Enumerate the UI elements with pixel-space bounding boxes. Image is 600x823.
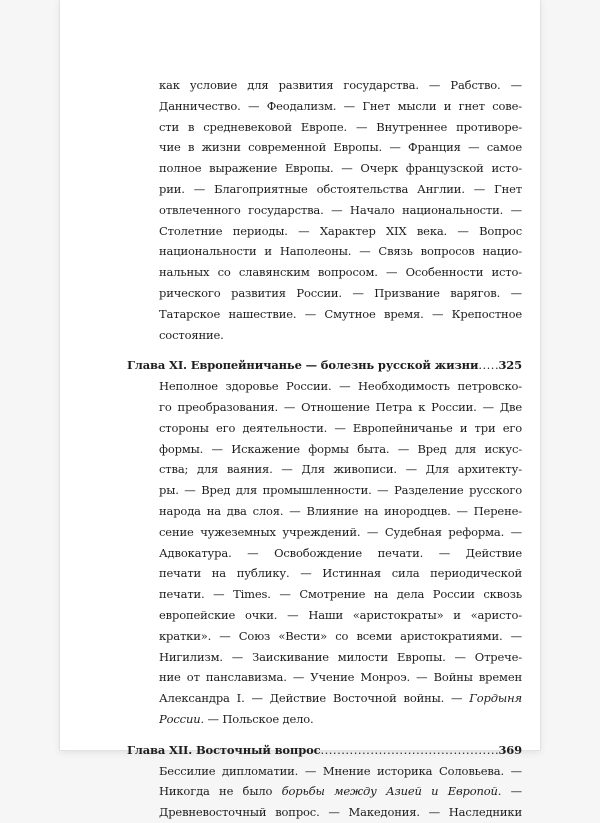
chapter-11-page-number: 325: [498, 358, 522, 373]
text-line: Столетние периоды. — Характер XIX века. — Вопрос: [159, 223, 522, 238]
text-line: Нигилизм. — Заискивание милости Европы. — Отрече-: [159, 649, 522, 664]
text-line: отвлеченного государства. — Начало национальности. —: [159, 202, 522, 217]
text-line: Адвокатура. — Освобождение печати. — Действие: [159, 545, 522, 560]
text-line: нальных со славянским вопросом. — Особенности истo-: [159, 265, 522, 280]
chapter-12-title: Глава XII. Восточный вопрос: [127, 742, 321, 757]
text-line: сти в средневековой Европе. — Внутреннее противоре-: [159, 119, 522, 134]
text-segment: Никогда не было: [159, 784, 282, 799]
text-line: стороны его деятельности. — Европейничанье и три его: [159, 420, 522, 435]
italic-text: Гордыня: [469, 691, 522, 706]
text-line: Бессилие дипломатии. — Мнение историка Соловьева. —: [159, 763, 522, 778]
text-line: состояние.: [159, 327, 224, 342]
text-line: го преобразования. — Отношение Петра к России. — Две: [159, 399, 522, 414]
chapter-12-heading[interactable]: [127, 740, 522, 761]
text-line: формы. — Искажение формы быта. — Вред для искус-: [159, 441, 522, 456]
text-line: европейские очки. — Наши «аристократы» и «аристо-: [159, 607, 522, 622]
chapter-11-summary: [130, 376, 522, 730]
text-line: чие в жизни современной Европы. — Франция — самое: [159, 140, 522, 155]
text-line: сение чужеземных учреждений. — Судебная реформа. —: [159, 524, 522, 539]
table-of-contents: [127, 75, 522, 823]
chapter-11-heading[interactable]: [127, 355, 522, 376]
text-line: народа на два слоя. — Влияние на инородцев. — Перене-: [159, 503, 522, 518]
leader-dots: [320, 740, 498, 761]
text-line: как условие для развития государства. — Рабство. —: [159, 78, 522, 92]
text-line: [159, 688, 522, 709]
text-line: Древневосточный вопрос. — Македония. — Наследники: [159, 805, 522, 820]
text-line: Данничество. — Феодализм. — Гнет мысли и гнет сове-: [159, 98, 522, 113]
text-line: ние от панславизма. — Учение Монроэ. — Войны времен: [159, 670, 522, 685]
text-line: [159, 709, 522, 730]
chapter-10-summary: [130, 75, 522, 345]
text-line: национальности и Наполеоны. — Связь вопросов нацио-: [159, 244, 522, 259]
text-line: Неполное здоровье России. — Необходимость петровско-: [159, 379, 522, 394]
text-line: рии. — Благоприятные обстоятельства Англии. — Гнет: [159, 181, 522, 196]
chapter-12-page-number: 369: [498, 742, 522, 757]
text-line: ры. — Вред для промышленности. — Разделение русского: [159, 483, 522, 498]
text-line: полное выражение Европы. — Очерк французской исто-: [159, 161, 522, 176]
text-line: Татарское нашествие. — Смутное время. — Крепостное: [159, 306, 522, 321]
text-line: печати. — Times. — Смотрение на дела России сквозь: [159, 587, 522, 602]
italic-text: России.: [159, 711, 204, 726]
italic-text: борьбы между Азией и Европой: [281, 784, 498, 799]
leader-dots: [478, 355, 498, 376]
chapter-11-title: Глава XI. Европейничанье — болезнь русской жизни: [127, 358, 479, 373]
book-page: [60, 0, 540, 820]
text-line: кратки». — Союз «Вести» со всеми аристократиями. —: [159, 628, 522, 643]
text-line: [159, 781, 522, 802]
chapter-12-summary: [130, 761, 522, 823]
text-line: печати на публику. — Истинная сила периодической: [159, 566, 522, 581]
text-segment: — Польское дело.: [203, 711, 314, 726]
text-segment: Александра I. — Действие Восточной войны. —: [159, 691, 470, 706]
text-segment: . —: [497, 784, 522, 799]
text-line: ства; для ваяния. — Для живописи. — Для архитекту-: [159, 462, 522, 477]
text-line: рического развития России. — Призвание варягов. —: [159, 285, 522, 300]
